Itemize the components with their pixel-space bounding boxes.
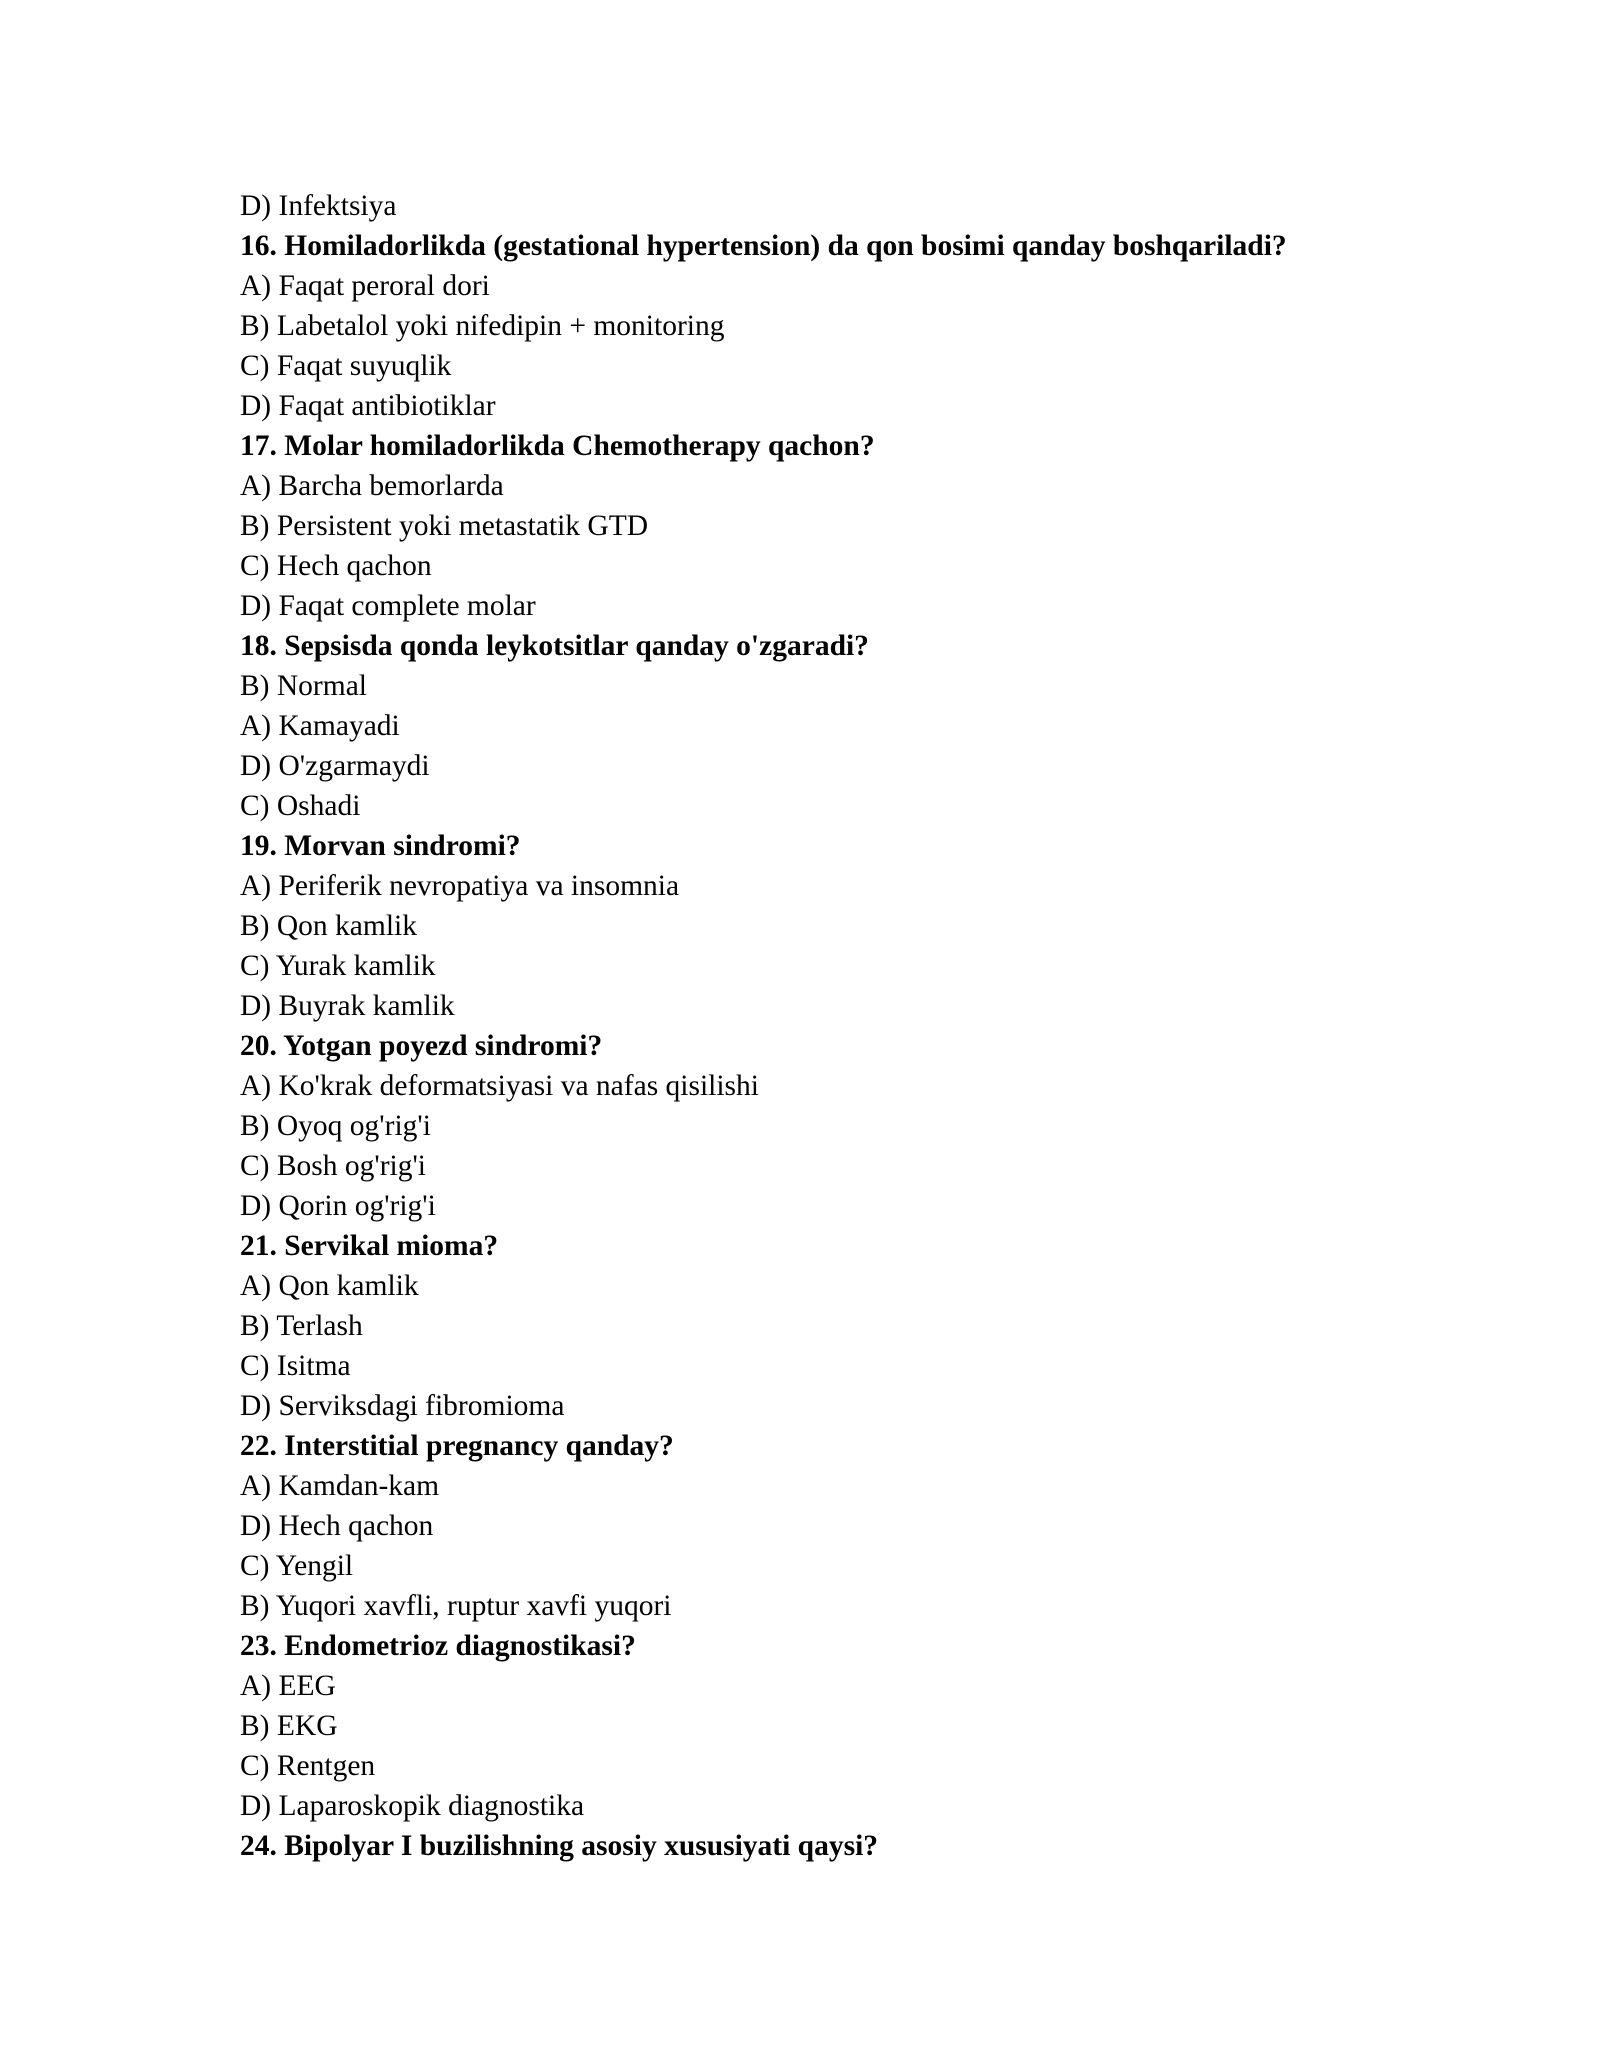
question-block [240, 426, 1440, 626]
question-text: 24. Bipolyar I buzilishning asosiy xususiyati qaysi? [240, 1830, 879, 1862]
question-block [240, 1026, 1440, 1226]
quiz-content [240, 186, 1440, 1866]
option-line: A) Kamayadi [240, 710, 400, 742]
option-line: B) EKG [240, 1710, 338, 1742]
option-line: C) Bosh og'rig'i [240, 1150, 427, 1182]
option-line: C) Hech qachon [240, 550, 432, 582]
option-line: B) Persistent yoki metastatik GTD [240, 510, 649, 542]
option-line: B) Terlash [240, 1310, 363, 1342]
option-line: D) Hech qachon [240, 1510, 434, 1542]
option-line: A) Barcha bemorlarda [240, 470, 504, 502]
option-line: D) O'zgarmaydi [240, 750, 430, 782]
option-line: D) Buyrak kamlik [240, 990, 455, 1022]
option-line: C) Yurak kamlik [240, 950, 436, 982]
option-line: D) Serviksdagi fibromioma [240, 1390, 565, 1422]
option-line: D) Infektsiya [240, 190, 397, 222]
option-line: C) Isitma [240, 1350, 351, 1382]
question-text: 20. Yotgan poyezd sindromi? [240, 1030, 603, 1062]
option-line: A) Periferik nevropatiya va insomnia [240, 870, 680, 902]
option-line: D) Laparoskopik diagnostika [240, 1790, 585, 1822]
option-line: D) Faqat antibiotiklar [240, 390, 496, 422]
question-block [240, 1226, 1440, 1426]
question-text: 22. Interstitial pregnancy qanday? [240, 1430, 674, 1462]
option-line: A) Qon kamlik [240, 1270, 419, 1302]
question-block [240, 1826, 1440, 1866]
question-block [240, 826, 1440, 1026]
option-line: B) Oyoq og'rig'i [240, 1110, 431, 1142]
option-line: B) Labetalol yoki nifedipin + monitoring [240, 310, 725, 342]
question-text: 21. Servikal mioma? [240, 1230, 499, 1262]
option-line: A) EEG [240, 1670, 336, 1702]
question-text: 19. Morvan sindromi? [240, 830, 521, 862]
option-line: B) Qon kamlik [240, 910, 417, 942]
option-line: C) Rentgen [240, 1750, 376, 1782]
option-line: C) Yengil [240, 1550, 354, 1582]
option-line: D) Faqat complete molar [240, 590, 536, 622]
question-text: 16. Homiladorlikda (gestational hypertension) da qon bosimi qanday boshqariladi? [240, 230, 1287, 262]
option-line: C) Oshadi [240, 790, 361, 822]
question-block [240, 1426, 1440, 1626]
option-line: B) Yuqori xavfli, ruptur xavfi yuqori [240, 1590, 672, 1622]
question-text: 17. Molar homiladorlikda Chemotherapy qachon? [240, 430, 875, 462]
option-line: B) Normal [240, 670, 367, 702]
option-line: A) Kamdan-kam [240, 1470, 440, 1502]
question-block [240, 626, 1440, 826]
option-line: A) Faqat peroral dori [240, 270, 490, 302]
option-line: A) Ko'krak deformatsiyasi va nafas qisilishi [240, 1070, 759, 1102]
question-text: 18. Sepsisda qonda leykotsitlar qanday o'zgaradi? [240, 630, 869, 662]
question-block [240, 1626, 1440, 1826]
option-line: D) Qorin og'rig'i [240, 1190, 436, 1222]
question-block [240, 226, 1440, 426]
question-text: 23. Endometrioz diagnostikasi? [240, 1630, 636, 1662]
option-line: C) Faqat suyuqlik [240, 350, 452, 382]
